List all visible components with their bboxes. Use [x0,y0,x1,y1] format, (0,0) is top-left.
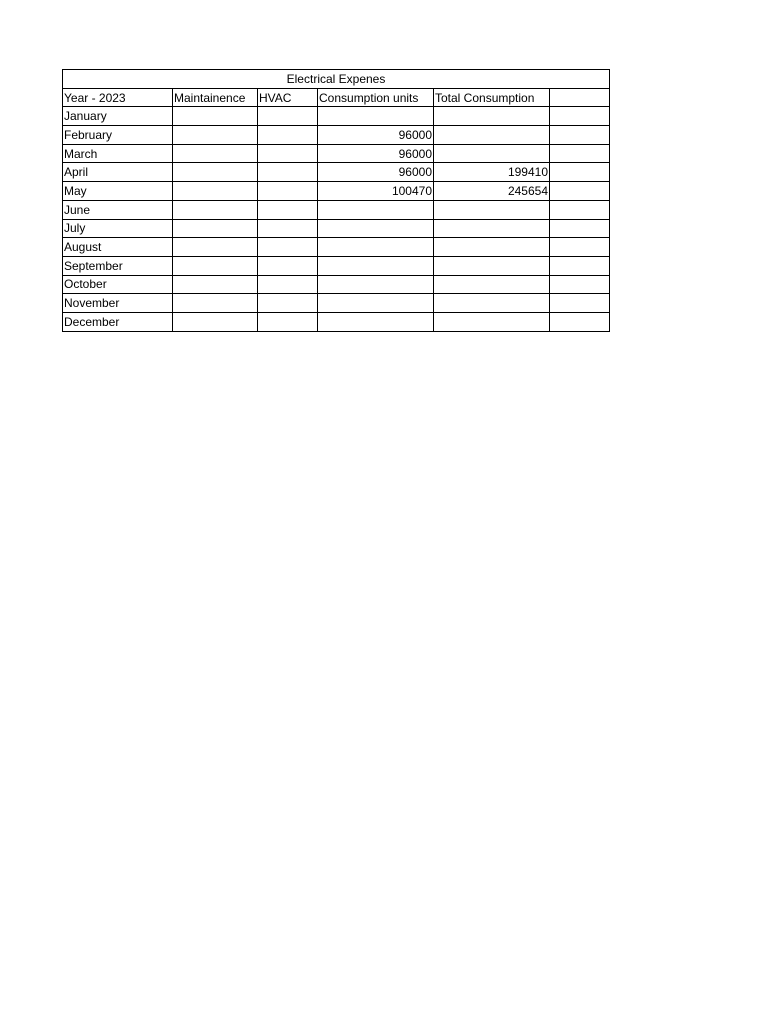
hvac-cell [258,182,318,201]
header-hvac: HVAC [258,88,318,107]
consumption-units-cell [318,256,434,275]
table-row [63,256,610,275]
extra-cell [550,107,610,126]
header-total-consumption: Total Consumption [434,88,550,107]
extra-cell [550,294,610,313]
extra-cell [550,182,610,201]
table-row [63,200,610,219]
total-consumption-cell [434,107,550,126]
month-cell: June [63,200,173,219]
maintainence-cell [173,126,258,145]
hvac-cell [258,312,318,331]
maintainence-cell [173,294,258,313]
month-cell: March [63,144,173,163]
month-cell: August [63,238,173,257]
hvac-cell [258,126,318,145]
month-cell: February [63,126,173,145]
consumption-units-cell: 96000 [318,126,434,145]
header-year: Year - 2023 [63,88,173,107]
consumption-units-cell [318,294,434,313]
maintainence-cell [173,182,258,201]
month-cell: April [63,163,173,182]
maintainence-cell [173,238,258,257]
table-row [63,238,610,257]
consumption-units-cell [318,275,434,294]
table-row [63,126,610,145]
header-extra [550,88,610,107]
total-consumption-cell [434,200,550,219]
expenses-table [62,69,610,332]
month-cell: May [63,182,173,201]
total-consumption-cell [434,219,550,238]
data-rows [63,107,610,331]
header-row [63,88,610,107]
hvac-cell [258,294,318,313]
table-row [63,107,610,126]
month-cell: November [63,294,173,313]
total-consumption-cell [434,275,550,294]
month-cell: October [63,275,173,294]
total-consumption-cell: 245654 [434,182,550,201]
hvac-cell [258,144,318,163]
hvac-cell [258,219,318,238]
hvac-cell [258,163,318,182]
hvac-cell [258,275,318,294]
month-cell: September [63,256,173,275]
hvac-cell [258,256,318,275]
total-consumption-cell [434,294,550,313]
total-consumption-cell [434,126,550,145]
consumption-units-cell: 96000 [318,144,434,163]
sheet-title: Electrical Expenes [63,70,610,89]
maintainence-cell [173,200,258,219]
month-cell: January [63,107,173,126]
extra-cell [550,163,610,182]
table-row [63,182,610,201]
table-row [63,219,610,238]
consumption-units-cell [318,107,434,126]
table-row [63,163,610,182]
maintainence-cell [173,219,258,238]
table-row [63,144,610,163]
hvac-cell [258,238,318,257]
consumption-units-cell [318,219,434,238]
month-cell: December [63,312,173,331]
maintainence-cell [173,144,258,163]
consumption-units-cell: 100470 [318,182,434,201]
hvac-cell [258,107,318,126]
header-maintainence: Maintainence [173,88,258,107]
extra-cell [550,275,610,294]
extra-cell [550,219,610,238]
extra-cell [550,312,610,331]
table-row [63,312,610,331]
table-row [63,275,610,294]
consumption-units-cell [318,238,434,257]
total-consumption-cell: 199410 [434,163,550,182]
extra-cell [550,200,610,219]
extra-cell [550,126,610,145]
extra-cell [550,144,610,163]
hvac-cell [258,200,318,219]
consumption-units-cell [318,312,434,331]
extra-cell [550,256,610,275]
table-row [63,294,610,313]
maintainence-cell [173,275,258,294]
month-cell: July [63,219,173,238]
title-row [63,70,610,89]
total-consumption-cell [434,312,550,331]
total-consumption-cell [434,238,550,257]
extra-cell [550,238,610,257]
consumption-units-cell: 96000 [318,163,434,182]
maintainence-cell [173,163,258,182]
maintainence-cell [173,256,258,275]
maintainence-cell [173,107,258,126]
consumption-units-cell [318,200,434,219]
total-consumption-cell [434,256,550,275]
maintainence-cell [173,312,258,331]
header-consumption-units: Consumption units [318,88,434,107]
total-consumption-cell [434,144,550,163]
